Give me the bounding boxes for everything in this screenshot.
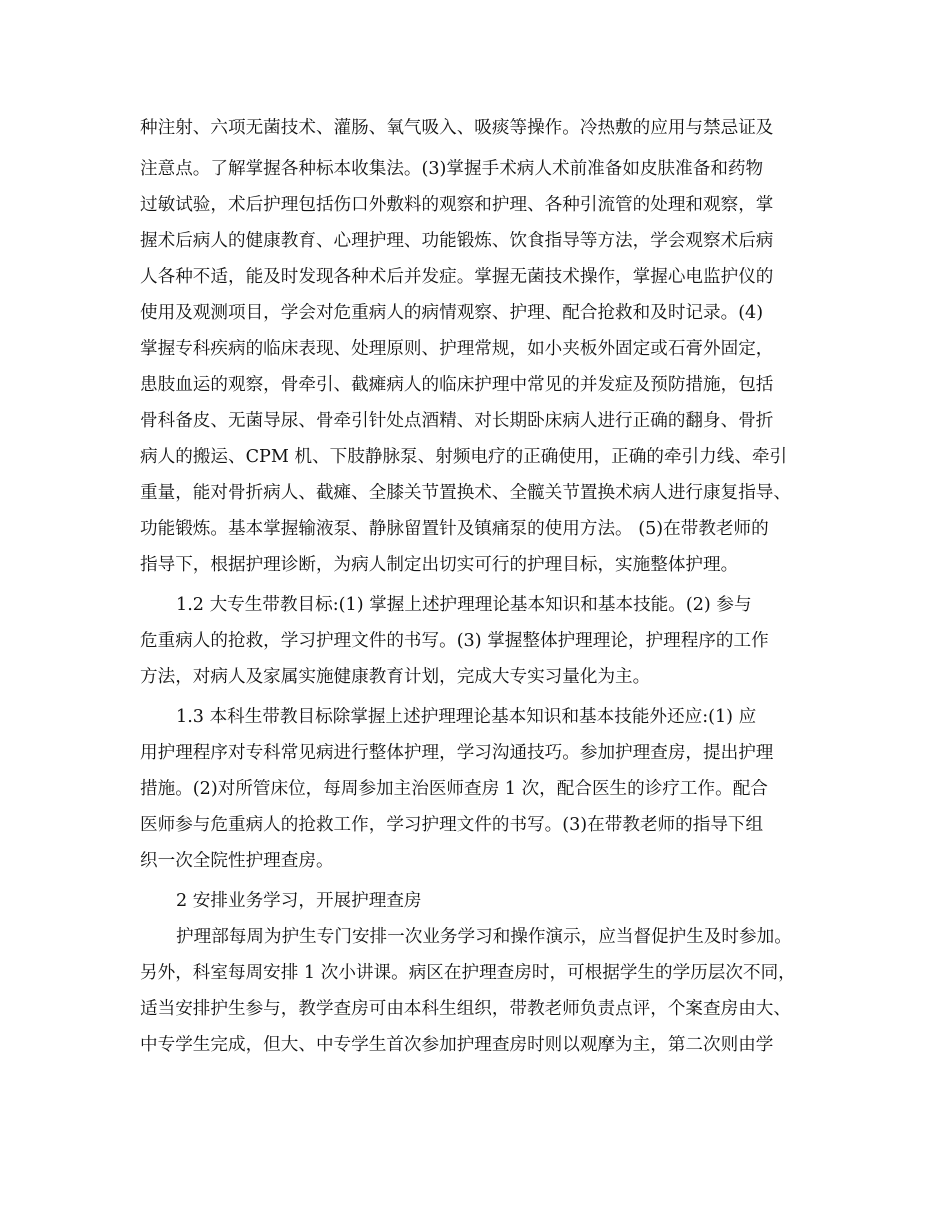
text-line-3: 过敏试验，术后护理包括伤口外敷料的观察和护理、各种引流管的处理和观察，掌: [140, 195, 774, 215]
section-heading: 2 安排业务学习，开展护理查房: [176, 891, 422, 911]
text-line-24: 另外，科室每周安排 1 次小讲课。病区在护理查房时，可根据学生的学历层次不同，: [140, 963, 796, 983]
text-line-20: 医师参与危重病人的抢救工作，学习护理文件的书写。(3)在带教老师的指导下组: [140, 815, 764, 835]
text-line-18: 用护理程序对专科常见病进行整体护理，学习沟通技巧。参加护理查房，提出护理: [140, 743, 774, 763]
text-line-5: 人各种不适，能及时发现各种术后并发症。掌握无菌技术操作，掌握心电监护仪的: [140, 267, 774, 287]
text-line-21: 织一次全院性护理查房。: [140, 851, 334, 871]
text-line-17: 1.3 本科生带教目标除掌握上述护理理论基本知识和基本技能外还应:(1) 应: [176, 707, 757, 727]
text-line-1: 种注射、六项无菌技术、灌肠、氧气吸入、吸痰等操作。冷热敷的应用与禁忌证及: [140, 118, 774, 138]
text-line-16: 方法，对病人及家属实施健康教育计划，完成大专实习量化为主。: [140, 667, 651, 687]
text-line-9: 骨科备皮、无菌导尿、骨牵引针处点酒精、对长期卧床病人进行正确的翻身、骨折: [140, 411, 774, 431]
text-line-14: 1.2 大专生带教目标:(1) 掌握上述护理理论基本知识和基本技能。(2) 参与: [176, 595, 752, 615]
text-line-10: 病人的搬运、CPM 机、下肢静脉泵、射频电疗的正确使用，正确的牵引力线、牵引: [140, 447, 788, 467]
text-line-6: 使用及观测项目，学会对危重病人的病情观察、护理、配合抢救和及时记录。(4): [140, 303, 764, 323]
text-line-13: 指导下，根据护理诊断，为病人制定出切实可行的护理目标，实施整体护理。: [140, 555, 739, 575]
text-line-11: 重量，能对骨折病人、截瘫、全膝关节置换术、全髋关节置换术病人进行康复指导、: [140, 483, 791, 503]
text-line-23: 护理部每周为护生专门安排一次业务学习和操作演示，应当督促护生及时参加。: [176, 927, 792, 947]
text-line-7: 掌握专科疾病的临床表现、处理原则、护理常规，如小夹板外固定或石膏外固定，: [140, 339, 774, 359]
text-line-15: 危重病人的抢救，学习护理文件的书写。(3) 掌握整体护理理论，护理程序的工作: [140, 631, 769, 651]
text-line-12: 功能锻炼。基本掌握输液泵、静脉留置针及镇痛泵的使用方法。 (5)在带教老师的: [140, 519, 769, 539]
text-line-2: 注意点。了解掌握各种标本收集法。(3)掌握手术病人术前准备如皮肤准备和药物: [140, 159, 764, 179]
text-line-19: 措施。(2)对所管床位，每周参加主治医师查房 1 次，配合医生的诊疗工作。配合: [140, 779, 768, 799]
text-line-4: 握术后病人的健康教育、心理护理、功能锻炼、饮食指导等方法，学会观察术后病: [140, 231, 774, 251]
text-line-25: 适当安排护生参与，教学查房可由本科生组织，带教老师负责点评，个案查房由大、: [140, 999, 791, 1019]
text-line-26: 中专学生完成，但大、中专学生首次参加护理查房时则以观摩为主，第二次则由学: [140, 1035, 774, 1055]
text-line-8: 患肢血运的观察，骨牵引、截瘫病人的临床护理中常见的并发症及预防措施，包括: [140, 375, 774, 395]
